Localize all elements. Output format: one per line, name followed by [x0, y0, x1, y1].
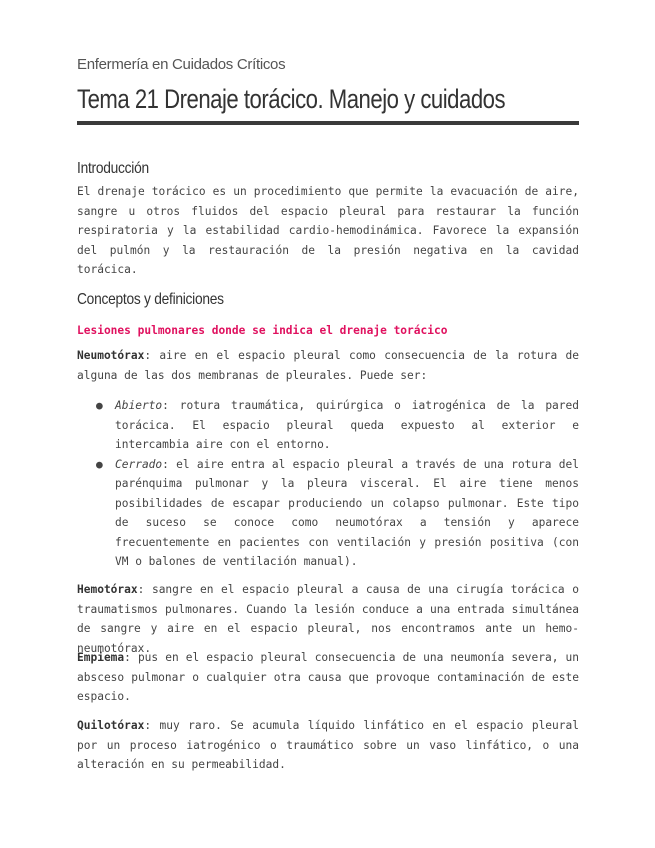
definition-quilotorax — [77, 716, 579, 775]
definition-text: : muy raro. Se acumula líquido linfático en el espacio pleural por un proceso iatrogénico o traumático sobre un vaso linfático, o una alteración en su permeabilidad. — [77, 719, 579, 771]
definition-neumotorax — [77, 346, 579, 385]
section-heading-conceptos: Conceptos y definiciones — [77, 291, 224, 308]
list-item-abierto — [77, 396, 579, 455]
page-title: Tema 21 Drenaje torácico. Manejo y cuidados — [77, 84, 506, 114]
term-quilotorax: Quilotórax — [77, 719, 145, 732]
section-heading-introduccion: Introducción — [77, 160, 149, 177]
term-neumotorax: Neumotórax — [77, 349, 145, 362]
title-divider — [77, 121, 579, 125]
bullet-icon: ● — [96, 457, 103, 471]
type-text: : el aire entra al espacio pleural a través de una rotura del parénquima pulmonar y la pleura visceral. El aire tiene menos posibilidades de escapar produciendo un colapso pulmonar. Este tipo de suceso se conoce como neumotórax a tensión y aparece frecuentemente en pacientes con ventilación y presión positiva (con VM o balones de ventilación manual). — [115, 457, 579, 568]
neumotorax-types-list — [77, 396, 579, 572]
subsection-heading-lesiones: Lesiones pulmonares donde se indica el drenaje torácico — [77, 324, 448, 337]
intro-paragraph: El drenaje torácico es un procedimiento que permite la evacuación de aire, sangre u otros fluidos del espacio pleural para restaurar la función respiratoria y la estabilidad cardio-hemodinámica. Favorece la expansión del pulmón y la restauración de la presión negativa en la cavidad torácica. — [77, 185, 579, 276]
bullet-icon: ● — [96, 399, 103, 412]
term-hemotorax: Hemotórax — [77, 583, 138, 596]
type-name: Abierto — [115, 399, 163, 412]
definition-text: : aire en el espacio pleural como consecuencia de la rotura de alguna de las dos membranas de pleurales. Puede ser: — [77, 349, 579, 382]
type-text: : rotura traumática, quirúrgica o iatrogénica de la pared torácica. El espacio pleural queda expuesto al exterior e intercambia aire con el entorno. — [115, 399, 579, 451]
definition-text: : pus en el espacio pleural consecuencia de una neumonía severa, un absceso pulmonar o cualquier otra causa que provoque contaminación de este espacio. — [77, 651, 579, 703]
list-item-cerrado — [77, 455, 579, 572]
type-name: Cerrado — [115, 457, 163, 471]
term-empiema: Empiema — [77, 651, 125, 664]
definition-empiema — [77, 648, 579, 707]
definition-hemotorax — [77, 580, 579, 658]
course-name: Enfermería en Cuidados Críticos — [77, 56, 286, 73]
definition-text: : sangre en el espacio pleural a causa de una cirugía torácica o traumatismos pulmonares. Cuando la lesión conduce a una entrada simultánea de sangre y aire en el espacio pleural, nos encontramos ante un hemo-neumotórax. — [77, 583, 579, 655]
